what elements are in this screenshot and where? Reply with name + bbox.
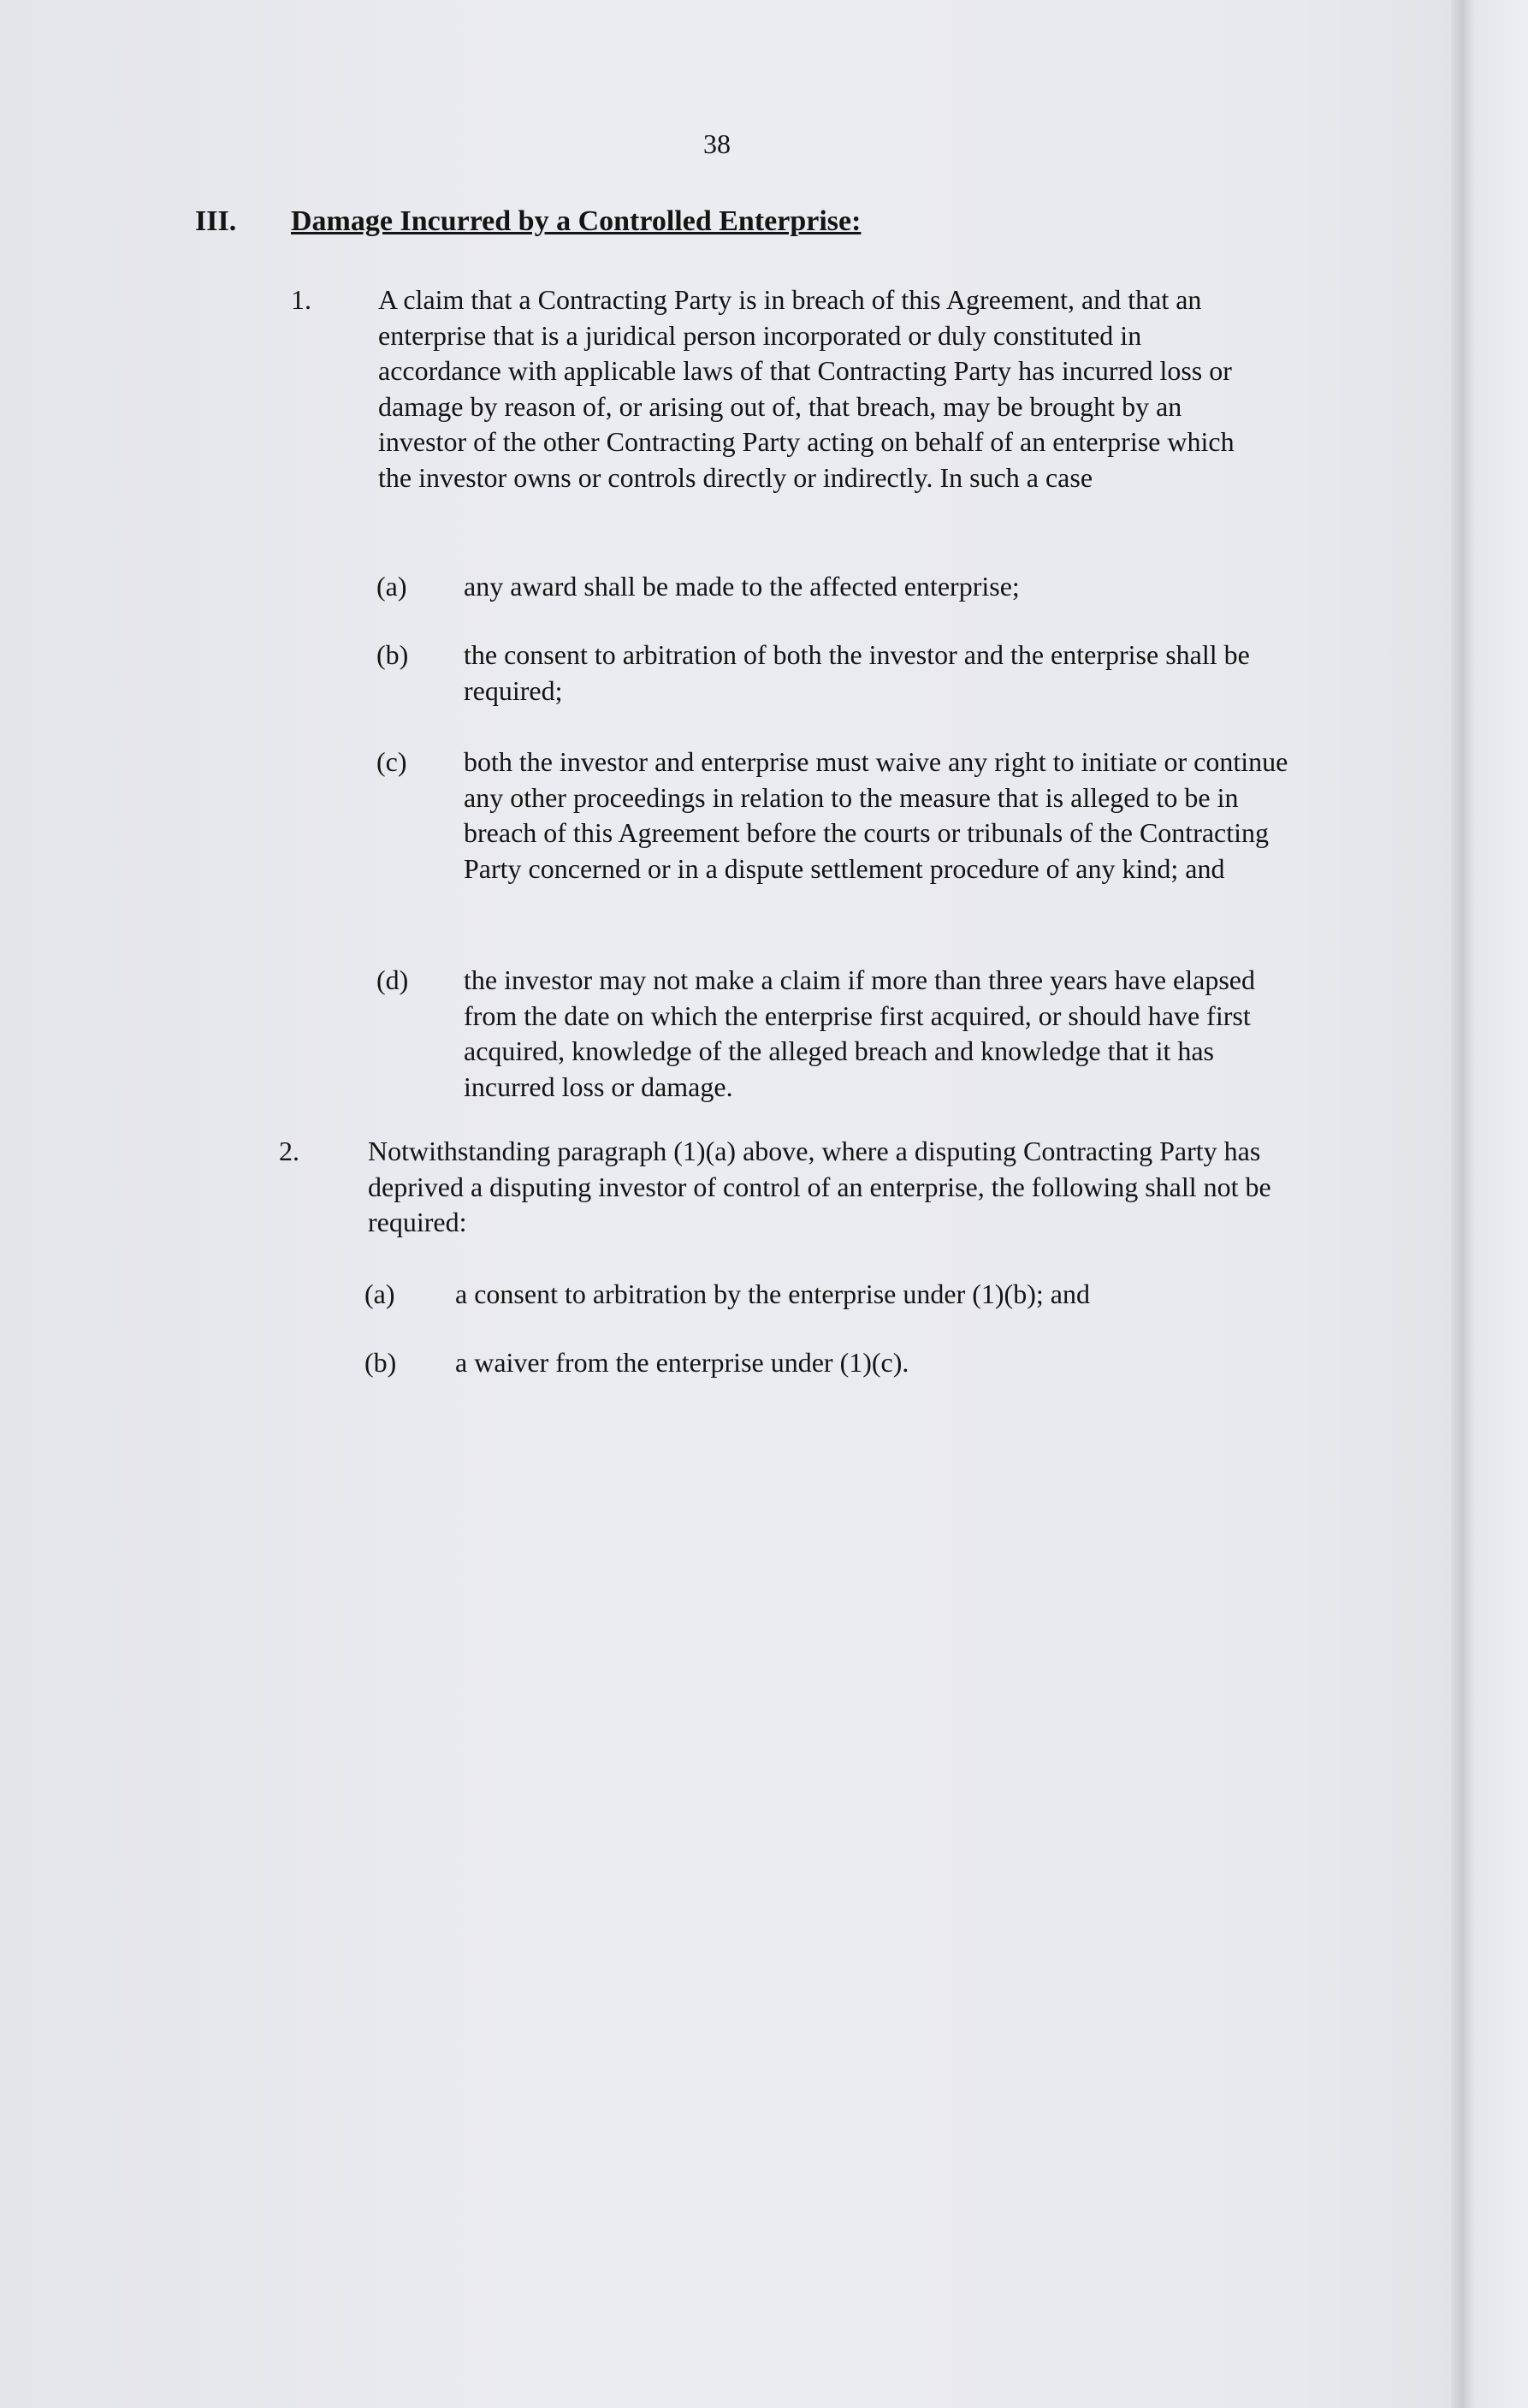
list-item-text: the consent to arbitration of both the investor and the enterprise shall be required; bbox=[464, 639, 1250, 706]
page-number: 38 bbox=[703, 128, 731, 159]
list-item-text: both the investor and enterprise must waive any right to initiate or continue any other proceedings in relation to the measure that is alleged to be in breach of this Agreement before the courts or tribunals of the Contracting Party concerned or in a dispute settlement procedure of any kind; and bbox=[464, 746, 1288, 884]
list-item-label: (b) bbox=[364, 1347, 397, 1378]
page-edge-shadow bbox=[1451, 0, 1528, 2408]
paragraph-number: 1. bbox=[291, 284, 311, 315]
list-item-text: a waiver from the enterprise under (1)(c). bbox=[455, 1347, 909, 1378]
list-item-label: (a) bbox=[376, 571, 407, 602]
list-item-text: any award shall be made to the affected enterprise; bbox=[464, 571, 1020, 602]
list-item-label: (d) bbox=[376, 964, 409, 995]
list-item-label: (a) bbox=[364, 1278, 395, 1309]
section-title: Damage Incurred by a Controlled Enterprise: bbox=[291, 205, 862, 237]
list-item-text: a consent to arbitration by the enterprise under (1)(b); and bbox=[455, 1278, 1090, 1309]
list-item-text: the investor may not make a claim if more than three years have elapsed from the date on which the enterprise first acquired, or should have first acquired, knowledge of the alleged breach and knowledge that it has incurred loss or damage. bbox=[464, 964, 1255, 1102]
paragraph-text: A claim that a Contracting Party is in breach of this Agreement, and that an enterprise that is a juridical person incorporated or duly constituted in accordance with applicable laws of that Contracting Party has incurred loss or damage by reason of, or arising out of, that breach, may be brought by an investor of the other Contracting Party acting on behalf of an enterprise which the investor owns or controls directly or indirectly. In such a case bbox=[378, 284, 1235, 493]
list-item-label: (b) bbox=[376, 639, 409, 670]
paragraph-text: Notwithstanding paragraph (1)(a) above, where a disputing Contracting Party has deprived a disputing investor of control of an enterprise, the following shall not be required: bbox=[368, 1136, 1271, 1237]
section-numeral: III. bbox=[195, 205, 237, 237]
list-item-label: (c) bbox=[376, 746, 407, 777]
paragraph-number: 2. bbox=[279, 1136, 299, 1166]
